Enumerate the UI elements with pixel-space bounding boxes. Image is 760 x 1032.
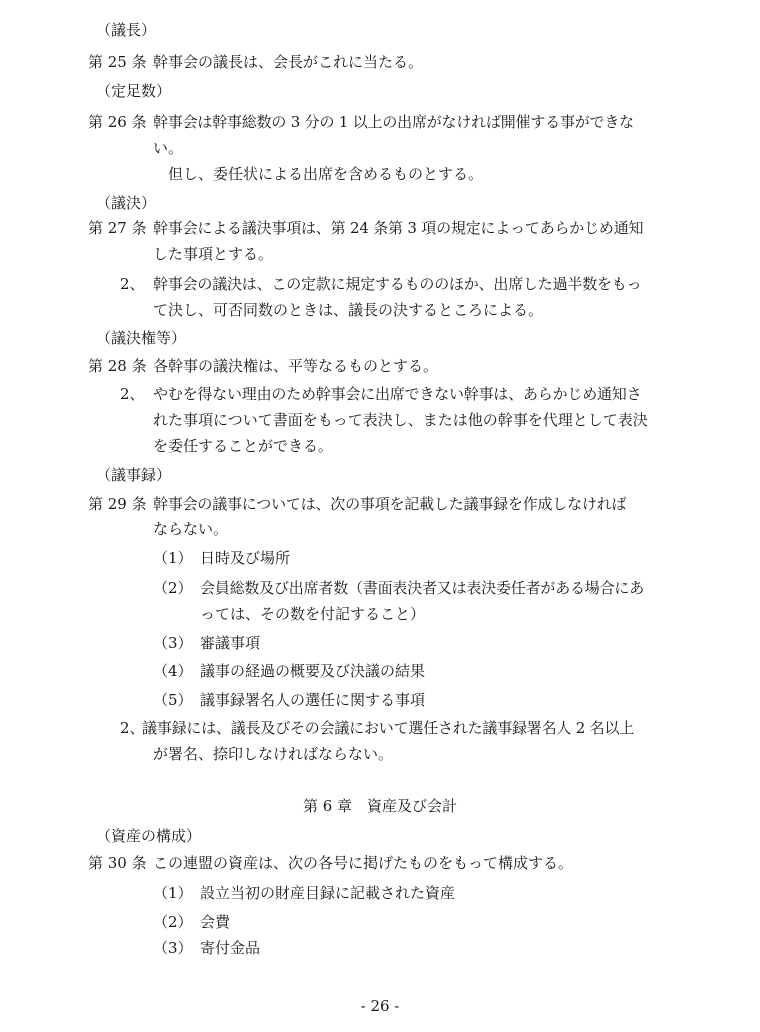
paragraph-text: 議事録には、議長及びその会議において選任された議事録署名人 2 名以上 [142, 719, 635, 737]
article-number: 第 28 条 [88, 357, 147, 375]
section-heading: （資産の構成） [96, 827, 202, 845]
item-text: 会費 [200, 913, 231, 931]
article-text-line: ならない。 [153, 520, 229, 538]
article-text: 幹事会による議決事項は、第 24 条第 3 項の規定によってあらかじめ通知 [153, 219, 644, 237]
item-text: 設立当初の財産目録に記載された資産 [200, 884, 456, 902]
item-number: （2） [153, 913, 193, 931]
list-item [153, 883, 455, 903]
paragraph-2 [120, 274, 641, 294]
list-item [153, 690, 425, 710]
item-number: （3） [153, 939, 193, 957]
list-item [153, 661, 425, 681]
paragraph-text: 幹事会の議決は、この定款に規定するもののほか、出席した過半数をもっ [153, 275, 642, 293]
article-29 [88, 494, 626, 514]
paragraph-number: 2、 [120, 719, 145, 737]
article-text: 各幹事の議決権は、平等なるものとする。 [153, 357, 439, 375]
chapter-title: 第 6 章 資産及び会計 [302, 797, 458, 815]
section-heading: （議決権等） [96, 329, 187, 347]
article-number: 第 30 条 [88, 854, 147, 872]
section-heading: （議事録） [96, 466, 172, 484]
item-text: 議事の経過の概要及び決議の結果 [200, 662, 426, 680]
article-text-line: 但し、委任状による出席を含めるものとする。 [168, 165, 484, 183]
article-number: 第 27 条 [88, 219, 147, 237]
article-text: 幹事会の議長は、会長がこれに当たる。 [153, 53, 424, 71]
section-heading: （定足数） [96, 82, 172, 100]
item-text-line: っては、その数を付記すること） [200, 605, 426, 623]
article-number: 第 25 条 [88, 53, 147, 71]
article-text: この連盟の資産は、次の各号に掲げたものをもって構成する。 [153, 854, 574, 872]
paragraph-2 [120, 718, 634, 738]
list-item [153, 633, 260, 653]
item-text: 議事録署名人の選任に関する事項 [200, 691, 426, 709]
paragraph-text-line: れた事項について書面をもって表決し、または他の幹事を代理として表決 [153, 411, 648, 429]
article-number: 第 26 条 [88, 113, 147, 131]
paragraph-text-line: を委任することができる。 [153, 437, 334, 455]
item-number: （5） [153, 691, 193, 709]
paragraph-text: やむを得ない理由のため幹事会に出席できない幹事は、あらかじめ通知さ [153, 385, 642, 403]
article-text-line: い。 [153, 139, 184, 157]
page-number: - 26 - [360, 997, 400, 1015]
paragraph-text-line: が署名、捺印しなければならない。 [153, 745, 394, 763]
article-text: 幹事会は幹事総数の 3 分の 1 以上の出席がなければ開催する事ができな [153, 113, 634, 131]
article-text: 幹事会の議事については、次の事項を記載した議事録を作成しなければ [153, 495, 627, 513]
list-item [153, 548, 290, 568]
list-item [153, 912, 230, 932]
article-28 [88, 356, 438, 376]
article-26 [88, 112, 634, 132]
article-text-line: した事項とする。 [153, 245, 274, 263]
item-number: （4） [153, 662, 193, 680]
article-25 [88, 52, 423, 72]
list-item [153, 938, 260, 958]
section-heading: （議長） [96, 21, 157, 39]
section-heading: （議決） [96, 194, 157, 212]
item-number: （3） [153, 634, 193, 652]
paragraph-text-line: て決し、可否同数のときは、議長の決するところによる。 [153, 301, 544, 319]
item-number: （1） [153, 549, 193, 567]
item-text: 会員総数及び出席者数（書面表決者又は表決委任者がある場合にあ [200, 579, 645, 597]
item-text: 審議事項 [200, 634, 261, 652]
item-number: （2） [153, 579, 193, 597]
article-30 [88, 853, 573, 873]
paragraph-number: 2、 [120, 275, 145, 293]
item-text: 日時及び場所 [200, 549, 291, 567]
list-item [153, 578, 644, 598]
paragraph-2 [120, 384, 641, 404]
paragraph-number: 2、 [120, 385, 145, 403]
item-number: （1） [153, 884, 193, 902]
article-number: 第 29 条 [88, 495, 147, 513]
article-27 [88, 218, 643, 238]
item-text: 寄付金品 [200, 939, 261, 957]
